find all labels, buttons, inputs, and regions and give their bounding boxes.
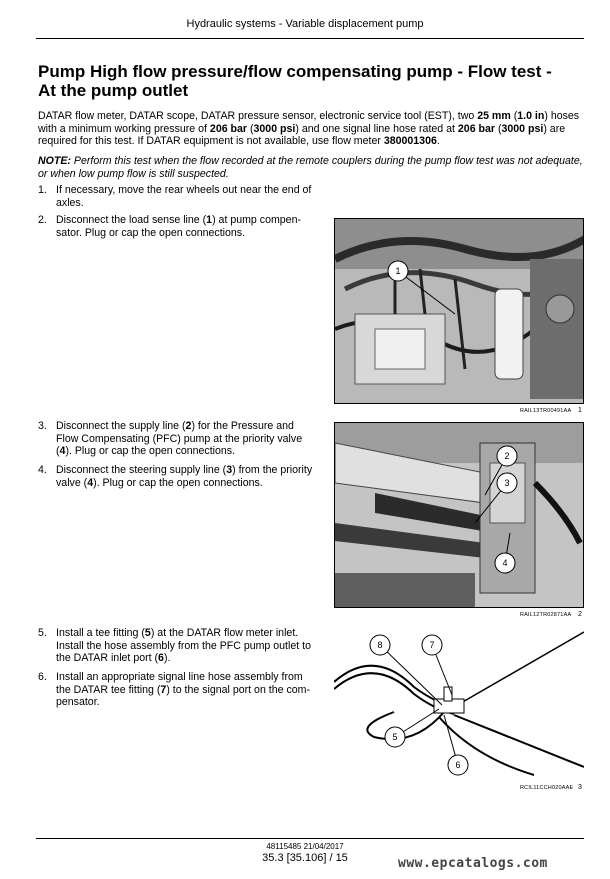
required-equipment-paragraph: DATAR flow meter, DATAR scope, DATAR pressure sensor, electronic service tool (EST), two 25 mm (1.0 in) hoses with a minimum working pressure of 206 bar (3000 psi) and one signal line hose rated at 206 bar (3000 psi) are required for this test. If DATAR equipment is not available, use flow meter 380001306. (38, 110, 580, 147)
callout-4-label: 4 (502, 558, 508, 568)
figure-3-diagram (334, 627, 584, 781)
callout-8-label: 8 (377, 640, 383, 650)
watermark: www.epcatalogs.com (398, 856, 548, 871)
note-label: NOTE: (38, 155, 71, 167)
footer-document-number: 48115485 21/04/2017 (266, 842, 344, 851)
header-rule (36, 38, 584, 39)
footer-rule (36, 838, 584, 839)
callout-5-label: 5 (392, 732, 398, 742)
figure-1-caption: RAIL13TR00491AA (520, 408, 572, 414)
page-title (38, 62, 578, 100)
callout-2-label: 2 (504, 451, 510, 461)
figure-2-number: 2 (578, 611, 582, 618)
callout-7-label: 7 (429, 640, 435, 650)
callout-1-label: 1 (395, 266, 401, 276)
step-3: 3. Disconnect the supply line (2) for the Pressure and Flow Compensating (PFC) pump at the priority valve (4). Plug or cap the open connections. (38, 420, 303, 457)
figure-2-photo (334, 422, 584, 608)
step-4: 4. Disconnect the steering supply line (3) from the priority valve (4). Plug or cap the open connections. (38, 464, 313, 489)
step-1: 1. If necessary, move the rear wheels out near the end of axles. (38, 184, 312, 209)
title-line-2: At the pump outlet (38, 81, 189, 100)
title-line-1: Pump High flow pressure/flow compensating pump - Flow test - (38, 62, 552, 81)
callout-3-label: 3 (504, 478, 510, 488)
callout-6-label: 6 (455, 760, 461, 770)
figure-1-photo (334, 218, 584, 404)
step-2: 2. Disconnect the load sense line (1) at pump compen-sator. Plug or cap the open connections. (38, 214, 301, 239)
figure-2-caption: RAIL12TR02871AA (520, 612, 572, 618)
figure-3-caption: RCIL11CCH020AAE (520, 785, 574, 791)
step-6: 6. Install an appropriate signal line hose assembly from the DATAR tee fitting (7) to the signal port on the com-pensator. (38, 671, 310, 708)
running-header: Hydraulic systems - Variable displacement pump (186, 18, 424, 30)
figure-1-number: 1 (578, 407, 582, 414)
footer-page-number: 35.3 [35.106] / 15 (262, 852, 348, 864)
step-5: 5. Install a tee fitting (5) at the DATAR flow meter inlet. Install the hose assembly from the PFC pump outlet to the DATAR inlet port (6). (38, 627, 311, 664)
note-paragraph: NOTE: Perform this test when the flow recorded at the remote couplers during the pump flow test was not adequate, or when low pump flow is still suspected. (38, 155, 583, 180)
figure-3-number: 3 (578, 784, 582, 791)
